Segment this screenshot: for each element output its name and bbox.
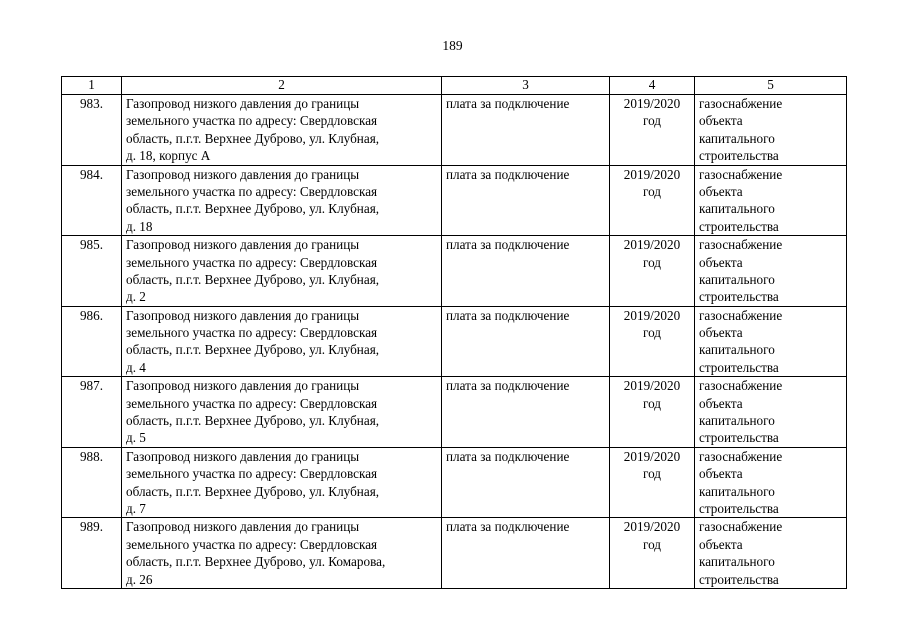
year-line: год [642, 325, 661, 341]
description-line: Газопровод низкого давления до границы [126, 166, 360, 182]
payment-cell [442, 518, 610, 589]
purpose-line: строительства [699, 571, 779, 587]
table-row [62, 165, 847, 236]
year-cell [610, 447, 695, 518]
year-cell [610, 236, 695, 307]
payment-text: плата за подключение [446, 307, 570, 323]
description-line: д. 18, корпус А [126, 148, 211, 164]
payment-cell [442, 447, 610, 518]
description-line: д. 5 [126, 430, 146, 446]
description-cell [122, 306, 442, 377]
year-line: год [642, 183, 661, 199]
purpose-line: капитального [699, 483, 775, 499]
description-line: область, п.г.т. Верхнее Дуброво, ул. Клубная, [126, 201, 380, 217]
table-body [62, 95, 847, 589]
table-row [62, 447, 847, 518]
purpose-line: строительства [699, 430, 779, 446]
row-number-cell [62, 518, 122, 589]
purpose-cell [695, 236, 847, 307]
document-table [61, 76, 847, 589]
description-line: земельного участка по адресу: Свердловская [126, 536, 378, 552]
description-cell [122, 236, 442, 307]
description-line: Газопровод низкого давления до границы [126, 96, 360, 111]
year-line: 2019/2020 [623, 166, 681, 182]
year-line: 2019/2020 [623, 519, 681, 535]
description-line: область, п.г.т. Верхнее Дуброво, ул. Клубная, [126, 342, 380, 358]
purpose-line: строительства [699, 148, 779, 164]
purpose-line: объекта [699, 466, 743, 482]
row-number-cell [62, 236, 122, 307]
payment-text: плата за подключение [446, 448, 570, 464]
description-line: д. 2 [126, 289, 146, 305]
year-line: 2019/2020 [623, 378, 681, 394]
purpose-line: газоснабжение [699, 166, 783, 182]
row-number: 983. [79, 96, 104, 111]
purpose-line: капитального [699, 342, 775, 358]
purpose-line: капитального [699, 554, 775, 570]
row-number: 985. [79, 237, 104, 253]
description-line: область, п.г.т. Верхнее Дуброво, ул. Клубная, [126, 483, 380, 499]
description-line: д. 18 [126, 218, 153, 234]
payment-text: плата за подключение [446, 166, 570, 182]
row-number-cell [62, 377, 122, 448]
row-number-cell [62, 95, 122, 166]
purpose-line: объекта [699, 254, 743, 270]
purpose-line: объекта [699, 183, 743, 199]
payment-text: плата за подключение [446, 96, 570, 111]
year-line: 2019/2020 [623, 237, 681, 253]
description-line: Газопровод низкого давления до границы [126, 519, 360, 535]
description-line: д. 26 [126, 571, 153, 587]
column-header: 4 [610, 77, 695, 95]
description-cell [122, 518, 442, 589]
purpose-line: капитального [699, 130, 775, 146]
year-cell [610, 377, 695, 448]
description-cell [122, 377, 442, 448]
purpose-line: объекта [699, 395, 743, 411]
table-header-row [62, 77, 847, 95]
description-line: земельного участка по адресу: Свердловская [126, 254, 378, 270]
purpose-cell [695, 377, 847, 448]
purpose-line: строительства [699, 218, 779, 234]
table-row [62, 518, 847, 589]
column-header: 1 [62, 77, 122, 95]
purpose-line: строительства [699, 500, 779, 516]
row-number: 989. [79, 519, 104, 535]
payment-cell [442, 236, 610, 307]
description-line: земельного участка по адресу: Свердловская [126, 466, 378, 482]
table-row [62, 236, 847, 307]
description-line: область, п.г.т. Верхнее Дуброво, ул. Комарова, [126, 554, 386, 570]
description-line: область, п.г.т. Верхнее Дуброво, ул. Клубная, [126, 130, 380, 146]
year-line: 2019/2020 [623, 96, 681, 111]
description-line: д. 4 [126, 359, 146, 375]
year-cell [610, 95, 695, 166]
year-line: год [642, 395, 661, 411]
purpose-cell [695, 306, 847, 377]
table-row [62, 306, 847, 377]
purpose-line: объекта [699, 325, 743, 341]
row-number: 984. [79, 166, 104, 182]
year-line: год [642, 466, 661, 482]
year-line: 2019/2020 [623, 448, 681, 464]
description-line: земельного участка по адресу: Свердловская [126, 325, 378, 341]
purpose-cell [695, 518, 847, 589]
purpose-line: газоснабжение [699, 307, 783, 323]
row-number: 987. [79, 378, 104, 394]
purpose-line: газоснабжение [699, 237, 783, 253]
purpose-line: капитального [699, 201, 775, 217]
payment-cell [442, 306, 610, 377]
description-line: Газопровод низкого давления до границы [126, 237, 360, 253]
column-header: 2 [122, 77, 442, 95]
description-cell [122, 447, 442, 518]
payment-cell [442, 95, 610, 166]
table-row [62, 95, 847, 166]
row-number-cell [62, 165, 122, 236]
purpose-line: объекта [699, 536, 743, 552]
purpose-line: строительства [699, 289, 779, 305]
description-line: д. 7 [126, 500, 146, 516]
purpose-cell [695, 165, 847, 236]
purpose-line: объекта [699, 113, 743, 129]
year-line: год [642, 536, 661, 552]
row-number: 986. [79, 307, 104, 323]
description-line: Газопровод низкого давления до границы [126, 307, 360, 323]
purpose-line: строительства [699, 359, 779, 375]
row-number-cell [62, 306, 122, 377]
payment-text: плата за подключение [446, 378, 570, 394]
purpose-line: газоснабжение [699, 96, 783, 111]
description-line: земельного участка по адресу: Свердловская [126, 395, 378, 411]
purpose-cell [695, 95, 847, 166]
purpose-line: газоснабжение [699, 448, 783, 464]
purpose-cell [695, 447, 847, 518]
description-line: Газопровод низкого давления до границы [126, 448, 360, 464]
description-line: земельного участка по адресу: Свердловская [126, 113, 378, 129]
year-cell [610, 306, 695, 377]
row-number: 988. [79, 448, 104, 464]
payment-text: плата за подключение [446, 237, 570, 253]
year-line: 2019/2020 [623, 307, 681, 323]
payment-cell [442, 377, 610, 448]
year-cell [610, 165, 695, 236]
purpose-line: газоснабжение [699, 519, 783, 535]
year-line: год [642, 254, 661, 270]
purpose-line: газоснабжение [699, 378, 783, 394]
description-cell [122, 165, 442, 236]
table-row [62, 377, 847, 448]
column-header: 3 [442, 77, 610, 95]
purpose-line: капитального [699, 413, 775, 429]
description-line: область, п.г.т. Верхнее Дуброво, ул. Клубная, [126, 271, 380, 287]
payment-text: плата за подключение [446, 519, 570, 535]
purpose-line: капитального [699, 271, 775, 287]
description-line: Газопровод низкого давления до границы [126, 378, 360, 394]
description-line: земельного участка по адресу: Свердловская [126, 183, 378, 199]
description-cell [122, 95, 442, 166]
column-header: 5 [695, 77, 847, 95]
row-number-cell [62, 447, 122, 518]
year-line: год [642, 113, 661, 129]
year-cell [610, 518, 695, 589]
description-line: область, п.г.т. Верхнее Дуброво, ул. Клубная, [126, 413, 380, 429]
payment-cell [442, 165, 610, 236]
page-number: 189 [442, 38, 463, 53]
